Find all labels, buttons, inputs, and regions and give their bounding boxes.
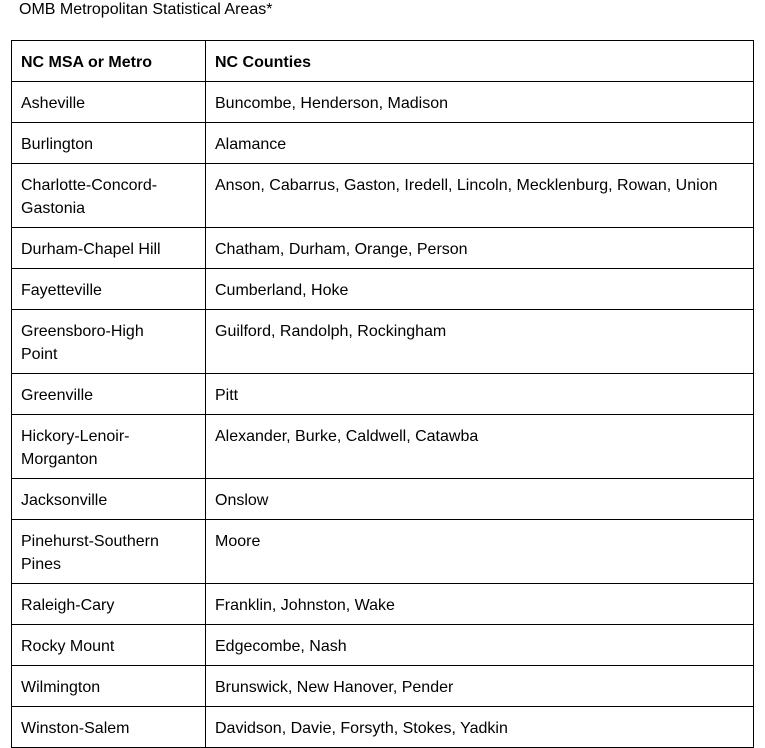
msa-name-cell: Rocky Mount: [12, 625, 206, 666]
counties-cell: Guilford, Randolph, Rockingham: [206, 310, 754, 374]
table-row: [12, 625, 754, 666]
counties-cell: Franklin, Johnston, Wake: [206, 584, 754, 625]
msa-name-cell: Raleigh-Cary: [12, 584, 206, 625]
counties-cell: Pitt: [206, 374, 754, 415]
table-row: [12, 520, 754, 584]
msa-name-cell: Durham-Chapel Hill: [12, 228, 206, 269]
table-row: [12, 666, 754, 707]
counties-cell: Alamance: [206, 123, 754, 164]
counties-cell: Onslow: [206, 479, 754, 520]
table-row: [12, 82, 754, 123]
msa-name-cell: Charlotte-Concord- Gastonia: [12, 164, 206, 228]
msa-name-cell: Hickory-Lenoir- Morganton: [12, 415, 206, 479]
table-row: [12, 228, 754, 269]
msa-name-cell: Burlington: [12, 123, 206, 164]
msa-name-cell: Wilmington: [12, 666, 206, 707]
table-row: [12, 707, 754, 748]
page-title: OMB Metropolitan Statistical Areas*: [19, 1, 273, 18]
counties-cell: Brunswick, New Hanover, Pender: [206, 666, 754, 707]
counties-cell: Anson, Cabarrus, Gaston, Iredell, Lincoln, Mecklenburg, Rowan, Union: [206, 164, 754, 228]
header-msa: NC MSA or Metro: [12, 41, 206, 82]
table-row: [12, 415, 754, 479]
table-row: [12, 310, 754, 374]
table-row: [12, 374, 754, 415]
table-header-row: [12, 41, 754, 82]
counties-cell: Chatham, Durham, Orange, Person: [206, 228, 754, 269]
msa-name-cell: Jacksonville: [12, 479, 206, 520]
msa-name-cell: Greensboro-High Point: [12, 310, 206, 374]
table-row: [12, 584, 754, 625]
msa-name-cell: Asheville: [12, 82, 206, 123]
table-row: [12, 479, 754, 520]
table-row: [12, 164, 754, 228]
counties-cell: Buncombe, Henderson, Madison: [206, 82, 754, 123]
msa-name-cell: Fayetteville: [12, 269, 206, 310]
table-row: [12, 123, 754, 164]
table-row: [12, 269, 754, 310]
table-body: [12, 82, 754, 748]
counties-cell: Davidson, Davie, Forsyth, Stokes, Yadkin: [206, 707, 754, 748]
counties-cell: Moore: [206, 520, 754, 584]
msa-name-cell: Pinehurst-Southern Pines: [12, 520, 206, 584]
counties-cell: Alexander, Burke, Caldwell, Catawba: [206, 415, 754, 479]
msa-name-cell: Winston-Salem: [12, 707, 206, 748]
counties-cell: Edgecombe, Nash: [206, 625, 754, 666]
header-counties: NC Counties: [206, 41, 754, 82]
counties-cell: Cumberland, Hoke: [206, 269, 754, 310]
msa-name-cell: Greenville: [12, 374, 206, 415]
msa-table: [11, 40, 754, 748]
